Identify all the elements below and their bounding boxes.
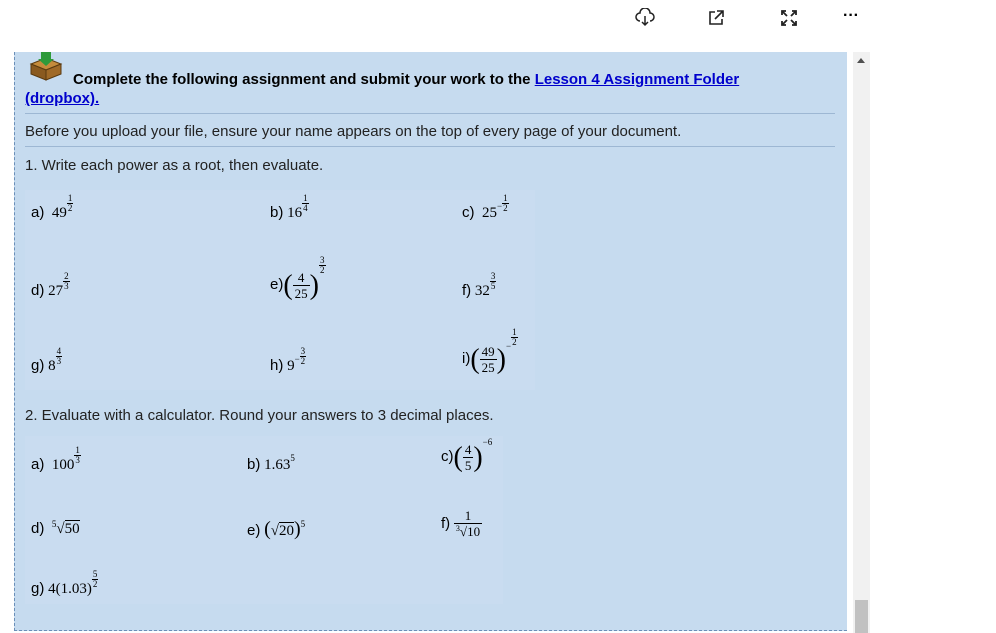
q2-c: c)( $\frac{4}{5}$ )$^{-6}$ xyxy=(441,436,493,473)
frac-num: 4 xyxy=(293,270,310,286)
instruction-text xyxy=(73,71,739,88)
item-label: b) xyxy=(270,204,284,221)
radical-sign-icon: √ xyxy=(459,524,468,539)
q1-f xyxy=(462,271,496,301)
base: 32 xyxy=(474,283,490,299)
exp-sign: − xyxy=(294,354,300,364)
instruction-bold: Complete the following assignment and submit your work to the xyxy=(73,71,535,88)
cloud-download-icon[interactable] xyxy=(633,6,657,30)
exp-num: 1 xyxy=(75,445,80,455)
exp-den: 4 xyxy=(303,203,308,213)
q2-a xyxy=(31,445,81,475)
scroll-thumb[interactable] xyxy=(855,600,868,633)
base: 8 xyxy=(48,358,56,374)
item-label: h) xyxy=(270,357,284,374)
question-1-title: 1. Write each power as a root, then evaluate. xyxy=(25,157,324,174)
radicand: 20 xyxy=(279,523,294,539)
exp-num: 2 xyxy=(64,271,69,281)
exp-num: 5 xyxy=(92,569,98,579)
more-glyph: ··· xyxy=(843,7,859,24)
exp-num: 1 xyxy=(67,193,73,203)
frac-den: 5 xyxy=(464,458,472,473)
base: 27 xyxy=(48,283,64,299)
radicand: 10 xyxy=(467,524,481,539)
frac-den: 25 xyxy=(294,286,308,301)
exp-num: 3 xyxy=(490,271,496,281)
radical-sign-icon: √ xyxy=(270,523,279,539)
root-index: 5 xyxy=(51,519,57,529)
base: 9 xyxy=(287,358,295,374)
question-2-grid xyxy=(25,436,503,604)
scroll-up-arrow-icon[interactable] xyxy=(857,58,865,63)
dropbox-link-line xyxy=(25,90,99,107)
exp-den: 3 xyxy=(64,281,69,291)
dropbox-icon xyxy=(27,52,65,82)
item-label: c) xyxy=(462,204,475,221)
exp-den: 2 xyxy=(512,337,517,347)
item-label: a) xyxy=(31,456,45,473)
q2-f xyxy=(441,508,482,541)
dropbox-link[interactable]: (dropbox). xyxy=(25,90,100,107)
item-label: d) xyxy=(31,520,45,537)
item-label: c) xyxy=(441,447,454,465)
q1-a xyxy=(31,193,73,223)
exp-num: 4 xyxy=(56,346,62,356)
q2-g xyxy=(31,569,98,599)
q1-e: e)( $\frac{4}{25}$ ) $\frac{3}{2}$ xyxy=(270,255,325,301)
exp-den: 2 xyxy=(92,579,98,589)
item-label: i) xyxy=(462,349,471,367)
exponent: −6 xyxy=(482,436,493,447)
more-icon[interactable] xyxy=(838,4,864,28)
radicand: 50 xyxy=(64,521,80,537)
frac-den: 25 xyxy=(481,360,495,375)
base: 25 xyxy=(482,205,497,221)
base: 1.63 xyxy=(264,457,291,473)
item-label: g) xyxy=(31,357,45,374)
assignment-folder-link[interactable]: Lesson 4 Assignment Folder xyxy=(534,71,740,88)
exp-num: 1 xyxy=(503,193,508,203)
divider xyxy=(25,146,835,147)
item-label: e) xyxy=(270,275,284,293)
base: (1.03) xyxy=(55,581,92,597)
exp-den: 2 xyxy=(300,356,306,366)
assignment-panel xyxy=(14,52,847,631)
exp-sign: − xyxy=(505,340,512,351)
exponent: 5 xyxy=(290,453,295,463)
item-label: d) xyxy=(31,282,45,299)
q2-d xyxy=(31,520,80,538)
base: 16 xyxy=(287,205,303,221)
exp-den: 2 xyxy=(503,203,508,213)
exp-den: 5 xyxy=(490,281,496,291)
item-label: f) xyxy=(462,282,472,299)
q1-h xyxy=(270,346,306,376)
item-label: b) xyxy=(247,456,261,473)
frac-num: 4 xyxy=(464,442,472,457)
q1-c xyxy=(462,193,509,223)
frac-num: 1 xyxy=(454,508,482,524)
item-label: g) xyxy=(31,580,45,597)
divider xyxy=(25,113,835,114)
q1-g xyxy=(31,346,62,376)
upload-note: Before you upload your file, ensure your name appears on the top of every page of your document. xyxy=(25,123,682,140)
exp-den: 3 xyxy=(56,356,62,366)
root-index: 3 xyxy=(455,524,460,533)
q2-e: e) $(√20)^5$ xyxy=(247,518,306,540)
exp-num: 1 xyxy=(512,327,517,337)
exponent: 5 xyxy=(300,519,306,529)
question-1-grid xyxy=(25,190,535,390)
frac-num: 49 xyxy=(481,344,495,359)
fullscreen-icon[interactable] xyxy=(777,6,801,30)
item-label: e) xyxy=(247,522,261,539)
top-toolbar xyxy=(0,0,996,52)
q1-d xyxy=(31,271,70,301)
exp-den: 2 xyxy=(67,203,73,213)
radical-sign-icon: √ xyxy=(56,521,65,537)
q2-b xyxy=(247,453,295,474)
exp-sign: − xyxy=(497,201,503,211)
base: 100 xyxy=(51,457,75,473)
open-external-icon[interactable] xyxy=(704,6,728,30)
item-label: a) xyxy=(31,204,45,221)
exp-den: 3 xyxy=(75,455,80,465)
exp-den: 2 xyxy=(320,265,325,275)
exp-num: 1 xyxy=(303,193,308,203)
exp-num: 3 xyxy=(320,255,325,265)
q1-b xyxy=(270,193,309,223)
item-label: f) xyxy=(441,514,451,532)
q1-i: i)( $\frac{49}{25}$ )− $\frac{1}{2}$ xyxy=(462,327,517,375)
vertical-scrollbar[interactable] xyxy=(853,52,870,633)
exp-num: 3 xyxy=(300,346,306,356)
base: 49 xyxy=(51,205,67,221)
coefficient: 4 xyxy=(48,581,56,597)
question-2-title: 2. Evaluate with a calculator. Round your answers to 3 decimal places. xyxy=(25,407,494,424)
